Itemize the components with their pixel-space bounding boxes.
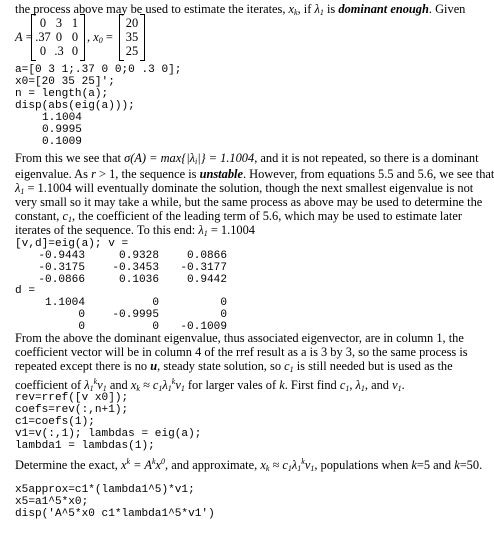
- matrix-value: -0.0866: [38, 274, 85, 286]
- if-text: , if: [297, 2, 312, 16]
- matrix-cell: 0: [71, 44, 79, 58]
- output-line: 0.1009: [42, 136, 82, 148]
- matrix-value: -0.3175: [38, 262, 85, 274]
- code-line: [v,d]=eig(a); v =: [15, 238, 129, 250]
- code-line: a=[0 3 1;.37 0 0;0 .3 0];: [15, 64, 182, 76]
- code-line: disp(abs(eig(a)));: [15, 100, 135, 112]
- xk-symbol: $x_k$: [288, 2, 298, 17]
- matrix-cell: 0: [55, 30, 63, 44]
- para3-line1: Determine the exact, $x^k = A^kx^0$, and approximate, $x_k \approx c_1\lambda_1^kv_1$, populations when k=5 and k=50.: [15, 457, 483, 473]
- para1-line2: eigenvalue. As r > 1, the sequence is unstable. However, from equations 5.5 and 5.6, we see that: [15, 167, 494, 181]
- code-line: v1=v(:,1); lambdas = eig(a);: [15, 428, 202, 440]
- code-line: n = length(a);: [15, 88, 109, 100]
- code-line: rev=rref([v x0]);: [15, 392, 129, 404]
- code-line: lambda1 = lambdas(1);: [15, 440, 155, 452]
- output-line: 1.1004: [42, 112, 82, 124]
- matrix-value: 0: [152, 321, 159, 333]
- output-line: 0.9995: [42, 124, 82, 136]
- matrix-cell: 0: [39, 16, 47, 30]
- matrix-value: 0: [152, 297, 159, 309]
- lambda1-symbol: $\lambda_1$: [314, 2, 324, 17]
- matrix-value: -0.1009: [180, 321, 227, 333]
- code-line: disp('A^5*x0 c1*lambda1^5*v1'): [15, 508, 215, 520]
- para2-line2: coefficient vector will be in column 4 of the rref result as a is 3 by 3, so the same process is: [15, 345, 468, 359]
- matrix-cell: 0: [71, 30, 79, 44]
- matrix-cell: .37: [35, 30, 51, 44]
- x0-label: , $x_0$ =: [87, 30, 113, 45]
- vector-cell: 20: [125, 16, 139, 30]
- code-line: d =: [15, 285, 35, 297]
- matrix-a-label: A =: [15, 30, 33, 44]
- code-line: x5=a1^5*x0;: [15, 496, 89, 508]
- matrix-value: 0: [78, 309, 85, 321]
- vector-x0: [119, 14, 145, 61]
- matrix-value: -0.9995: [112, 309, 159, 321]
- code-line: x5approx=c1*(lambda1^5)*v1;: [15, 484, 195, 496]
- matrix-value: 0.0866: [187, 250, 227, 262]
- matrix-cell: 0: [39, 44, 47, 58]
- matrix-value: 0.1036: [119, 274, 159, 286]
- is-text: is: [326, 2, 336, 16]
- v-matrix-output: [15, 250, 227, 290]
- vector-cell: 25: [125, 44, 139, 58]
- matrix-value: 1.1004: [45, 297, 85, 309]
- para1-line6: iterates of the sequence. To this end: $\lambda_1 = 1.1004$: [15, 223, 255, 238]
- matrix-value: -0.3453: [112, 262, 159, 274]
- matrix-value: 0: [220, 309, 227, 321]
- intro-text: the process above may be used to estimate the iterates,: [15, 2, 286, 16]
- para1-line1: From this we see that $\sigma(A) = \max\{|\lambda_i|\} = 1.1004$, and it is not repeated, so there is a dominant: [15, 151, 479, 166]
- dominant-enough-text: dominant enough: [338, 2, 429, 16]
- given-text: . Given: [428, 2, 466, 16]
- code-line: coefs=rev(:,n+1);: [15, 404, 129, 416]
- para2-line3: repeated except there is no u, steady state solution, so $c_1$ is still needed but is used as the: [15, 359, 453, 374]
- vector-cell: 35: [125, 30, 139, 44]
- matrix-value: -0.3177: [180, 262, 227, 274]
- para2-line4: coefficient of $\lambda_1^kv_1$ and $x_k \approx c_1\lambda_1^kv_1$ for larger vales of k. First find $c_1$, $\lambda_1$, and $v_1$.: [15, 377, 405, 393]
- matrix-cell: .3: [54, 44, 64, 58]
- para1-line3: $\lambda_1 = 1.1004$ will eventually dominate the solution, though the next smallest eigenvalue is not: [15, 181, 474, 196]
- code-line: c1=coefs(1);: [15, 416, 95, 428]
- matrix-value: -0.9443: [38, 250, 85, 262]
- matrix-value: 0.9442: [187, 274, 227, 286]
- matrix-value: 0: [220, 297, 227, 309]
- code-line: x0=[20 35 25]';: [15, 76, 115, 88]
- matrix-value: 0.9328: [119, 250, 159, 262]
- matrix-cell: 1: [71, 16, 79, 30]
- para1-line5: constant, $c_1$, the coefficient of the leading term of 5.6, which may be used to estimate later: [15, 209, 462, 224]
- matrix-value: 0: [78, 321, 85, 333]
- matrix-cell: 3: [55, 16, 63, 30]
- matrix-a: [31, 14, 85, 61]
- para1-line4: very small so it may take a while, but the same process as above may be used to determine the: [15, 195, 483, 209]
- para2-line1: From the above the dominant eigenvalue, thus associated eigenvector, are in column 1, the: [15, 331, 464, 345]
